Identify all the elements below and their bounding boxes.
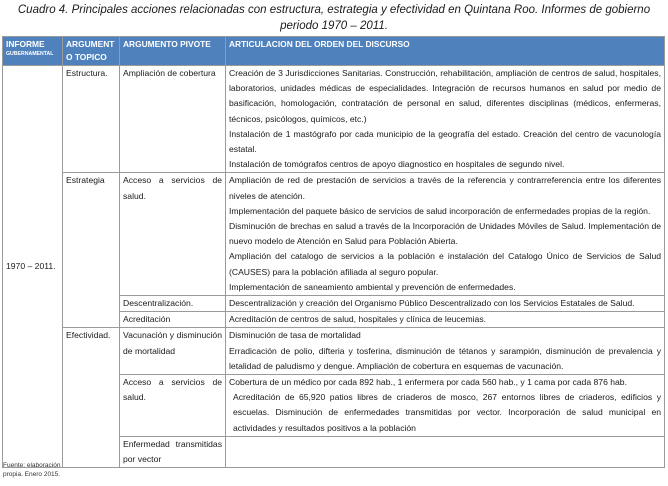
caption-line-1: Cuadro 4. Principales acciones relacionadas con estructura, estrategia y efectividad en Quintana Roo. Informes de gobierno (17, 4, 651, 16)
discourse-text: Creación de 3 Jurisdicciones Sanitarias. Construcción, rehabilitación, ampliación de centros de salud, hospitales, laboratorios, unidades médicas de especialidades. Integración de recursos humanos en salud por medio de basificación, homologación, contratación de personal en salud, diferentes disciplinas (médicos, enfermeras, técnicos, psicólogos, químicos, etc.) (229, 68, 661, 124)
pivot-vacunacion: Vacunación y disminución de mortalidad (120, 328, 226, 375)
source-line-2: propia. Enero 2015. (3, 471, 61, 478)
header-informe (3, 37, 63, 66)
header-informe-sub: GUBERNAMENTAL (6, 51, 54, 57)
discourse-vacunacion (226, 328, 665, 375)
discourse-estructura (226, 66, 665, 173)
discourse-text: Ampliación de red de prestación de servicios a través de la referencia y contrarreferencia entre los diferentes niveles de atención. (229, 175, 661, 201)
discourse-enfermedad-vector (226, 436, 665, 467)
table-row (3, 328, 665, 375)
discourse-text: Cobertura de un médico por cada 892 hab., 1 enfermera por cada 560 hab., y 1 cama por cada 876 hab. (229, 377, 627, 388)
discourse-text: Instalación de 1 mastógrafo por cada municipio de la geografía del estado. Creación del centro de vacunología estatal. (229, 128, 661, 155)
caption-line-2: periodo 1970 – 2011. (280, 20, 388, 32)
discourse-text: Ampliación del catalogo de servicios a la población e instalación del Catalogo Único de Servicios de Salud (CAUSES) para la población afiliada al seguro popular. (229, 251, 661, 277)
header-informe-label: INFORME (6, 39, 45, 49)
table-row (3, 66, 665, 173)
discourse-text: Disminución de brechas en salud a través de la Incorporación de Unidades Móviles de Salud. Implementación de nuevo modelo de Atención en Salud para Población Abierta. (229, 221, 661, 247)
pivot-enfermedad-vector: Enfermedad transmitidas por vector (120, 436, 226, 467)
topic-efectividad: Efectividad. (63, 328, 120, 468)
header-row (3, 37, 665, 66)
source-line-1: Fuente: elaboración (3, 462, 61, 469)
source-note (3, 461, 60, 479)
actions-table (2, 36, 665, 468)
discourse-text: Erradicación de polio, difteria y tosferina, disminución de tétanos y sarampión, disminución de prevalencia y letalidad de paludismo y dengue. Ampliación de cobertura en esquemas de vacunación. (229, 345, 661, 371)
discourse-text: Acreditación de 65,920 patios libres de criaderos de mosco, 267 entornos libres de criaderos, edificios y escuelas. Disminución de enfermedades transmitidas por vector. Incorporación de salud municipal en actividades y resultados positivos a la población (233, 392, 661, 433)
informe-cell: 1970 – 2011. (3, 66, 63, 468)
header-argumento-topico: ARGUMENT O TOPICO (63, 37, 120, 66)
table-row (3, 173, 665, 296)
pivot-acreditacion: Acreditación (120, 312, 226, 328)
pivot-ampliacion-cobertura: Ampliación de cobertura (120, 66, 226, 173)
discourse-text: Disminución de tasa de mortalidad (229, 330, 361, 341)
topic-estrategia: Estrategia (63, 173, 120, 328)
pivot-descentralizacion: Descentralización. (120, 296, 226, 312)
pivot-acceso-servicios: Acceso a servicios de salud. (120, 173, 226, 296)
discourse-text: Implementación de saneamiento ambiental y prevención de enfermedades. (229, 281, 516, 292)
discourse-estrategia-acceso (226, 173, 665, 296)
header-argumento-pivote: ARGUMENTO PIVOTE (120, 37, 226, 66)
table-caption (0, 2, 668, 34)
topic-estructura: Estructura. (63, 66, 120, 173)
pivot-acceso-servicios-2: Acceso a servicios de salud. (120, 375, 226, 437)
header-articulacion: ARTICULACION DEL ORDEN DEL DISCURSO (226, 37, 665, 66)
discourse-text: Implementación del paquete básico de servicios de salud incorporación de enfermedades propias de la región. (229, 205, 651, 216)
discourse-text: Instalación de tomógrafos centros de apoyo diagnostico en hospitales de segundo nivel. (229, 159, 565, 170)
discourse-acreditacion: Acreditación de centros de salud, hospitales y clínica de leucemias. (226, 312, 665, 328)
discourse-acceso-servicios-2 (226, 375, 665, 437)
discourse-descentralizacion: Descentralización y creación del Organismo Público Descentralizado con los Servicios Estatales de Salud. (226, 296, 665, 312)
